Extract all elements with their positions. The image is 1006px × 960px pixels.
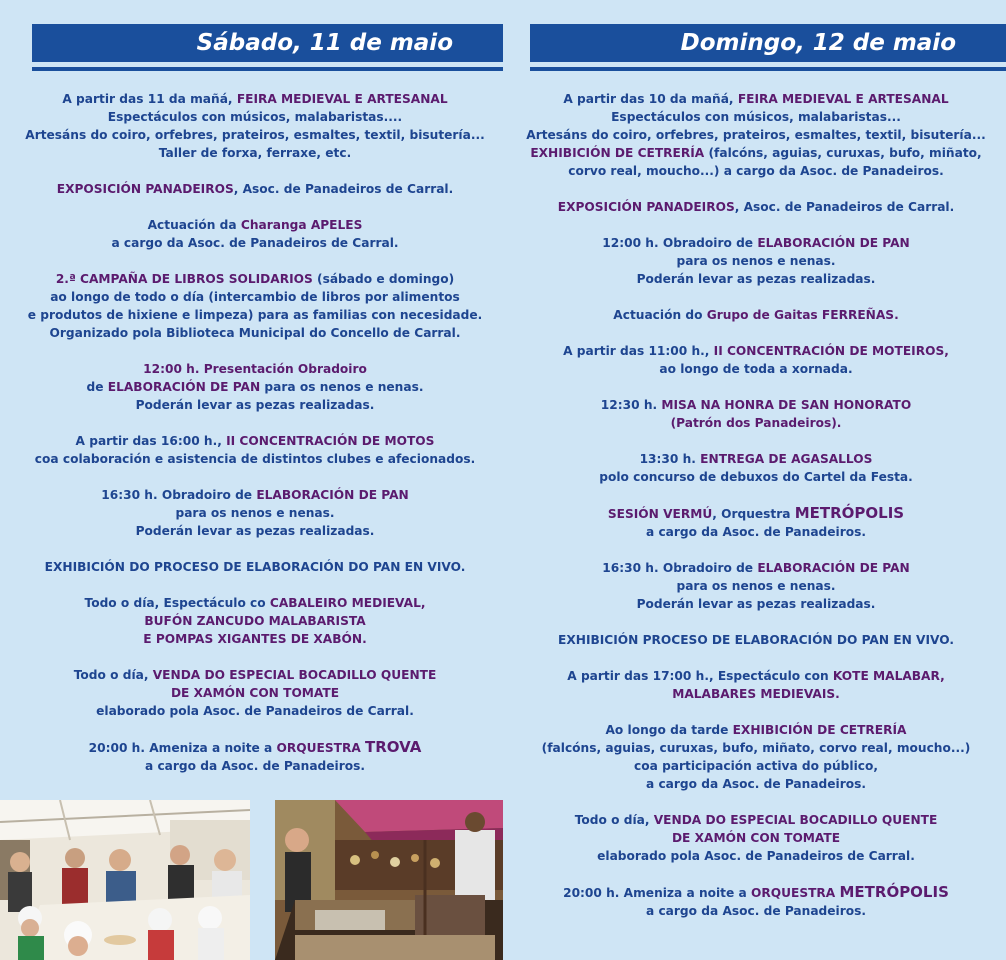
event-line [4,324,506,342]
highlight-text: ENTREGA DE AGASALLOS [700,452,873,466]
event-text: elaborado pola Asoc. de Panadeiros de Carral. [96,704,414,718]
event-line [4,216,506,234]
event-line [506,504,1006,523]
event-line [4,180,506,198]
event-line [506,396,1006,414]
event-line [506,108,1006,126]
event-text: A partir das 17:00 h., Espectáculo con [567,669,833,683]
event-line [4,234,506,252]
event-line [4,378,506,396]
event-block [506,504,1006,541]
event-text: A partir das 11 da mañá, [62,92,237,106]
bread-workshop-photo-icon [0,800,250,960]
event-line [506,667,1006,685]
highlight-text: II CONCENTRACIÓN DE MOTEIROS, [713,344,949,358]
event-text: Poderán levar as pezas realizadas. [636,597,876,611]
event-line [506,685,1006,703]
saturday-header-rule [32,67,503,71]
event-line [506,847,1006,865]
event-text: 12:00 h. Obradoiro de [602,236,758,250]
event-text: e produtos de hixiene e limpeza) para as familias con necesidade. [27,308,483,322]
event-text: elaborado pola Asoc. de Panadeiros de Carral. [597,849,915,863]
event-line [506,162,1006,180]
event-text: A partir das 16:00 h., [75,434,227,448]
event-line [506,468,1006,486]
event-line [506,631,1006,649]
event-line [506,775,1006,793]
highlight-text: ORQUESTRA [751,886,840,900]
event-text: Espectáculos con músicos, malabaristas.... [107,110,403,124]
highlight-text: EXPOSICIÓN PANADEIROS [557,200,735,214]
event-text: Artesáns do coiro, orfebres, prateiros, esmaltes, textil, bisutería... [25,128,485,142]
event-line [4,306,506,324]
event-block [4,666,506,720]
sunday-header-rule [530,67,1006,71]
event-line [506,144,1006,162]
event-line [506,198,1006,216]
event-line [506,829,1006,847]
event-text: coa participación activa do público, [634,759,878,773]
event-line [4,522,506,540]
event-block [4,90,506,162]
event-text: para os nenos e nenas. [676,579,836,593]
event-line [506,721,1006,739]
event-line [4,702,506,720]
event-block [506,342,1006,378]
event-text: 20:00 h. Ameniza a noite a [88,741,277,755]
event-line [506,306,1006,324]
event-text: 13:30 h. [639,452,701,466]
highlight-text: EXHIBICIÓN DE CETRERÍA [530,146,705,160]
event-text: , Asoc. de Panadeiros de Carral. [734,200,955,214]
highlight-text: CABALEIRO MEDIEVAL, [269,596,426,610]
event-text: Taller de forxa, ferraxe, etc. [158,146,352,160]
event-text: para os nenos e nenas. [175,506,335,520]
event-text: 16:30 h. Obradoiro de [101,488,257,502]
event-block [4,360,506,414]
event-text: Poderán levar as pezas realizadas. [135,398,375,412]
event-text: Ao longo da tarde [605,723,733,737]
highlight-text: 2.ª CAMPAÑA DE LIBROS SOLIDARIOS [55,272,313,286]
market-stall-photo-icon [275,800,503,960]
event-text: 12:30 h. [600,398,662,412]
event-block [506,559,1006,613]
event-line [4,396,506,414]
highlight-text: MISA NA HONRA DE SAN HONORATO [661,398,912,412]
highlight-text: E POMPAS XIGANTES DE XABÓN. [143,632,367,646]
highlight-text: II CONCENTRACIÓN DE MOTOS [226,434,435,448]
highlight-text: Grupo de Gaitas FERREÑAS. [706,308,899,322]
event-block [4,594,506,648]
highlight-text: DE XAMÓN CON TOMATE [671,831,841,845]
event-text: 16:30 h. Obradoiro de [602,561,758,575]
saturday-header: Sábado, 11 de maio [32,24,503,62]
highlight-text: SESIÓN VERMÚ [607,507,713,521]
event-text: (falcóns, aguias, curuxas, bufo, miñato, [704,146,982,160]
highlight-text: ELABORACIÓN DE PAN [757,236,910,250]
event-text: Todo o día, Espectáculo co [84,596,270,610]
event-block [506,631,1006,649]
sunday-header: Domingo, 12 de maio [530,24,1006,62]
event-text: coa colaboración e asistencia de distintos clubes e afecionados. [34,452,476,466]
event-line [4,630,506,648]
highlight-text: EXHIBICIÓN DE CETRERÍA [732,723,907,737]
event-text: Poderán levar as pezas realizadas. [636,272,876,286]
event-line [4,504,506,522]
event-text: a cargo da Asoc. de Panadeiros. [645,777,866,791]
event-text: A partir das 10 da mañá, [563,92,738,106]
event-line [506,757,1006,775]
event-text: Artesáns do coiro, orfebres, prateiros, esmaltes, textil, bisutería... [526,128,986,142]
event-block [4,558,506,576]
event-block [4,216,506,252]
event-line [4,144,506,162]
event-block [506,396,1006,432]
event-line [506,234,1006,252]
event-line [4,432,506,450]
event-line [506,559,1006,577]
event-line [506,811,1006,829]
event-line [4,360,506,378]
event-line [506,252,1006,270]
event-text: A partir das 11:00 h., [563,344,714,358]
event-text: ao longo de todo o día (intercambio de libros por alimentos [50,290,460,304]
event-line [506,595,1006,613]
event-text: , Orquestra [712,507,795,521]
event-line [506,523,1006,541]
event-line [4,757,506,775]
highlight-text: KOTE MALABAR, [832,669,945,683]
event-block [4,738,506,775]
event-line [506,577,1006,595]
event-line [4,666,506,684]
event-line [506,90,1006,108]
event-line [506,739,1006,757]
event-line [506,270,1006,288]
event-block [4,180,506,198]
event-text: polo concurso de debuxos do Cartel da Festa. [599,470,913,484]
event-line [4,450,506,468]
event-text: Actuación do [613,308,707,322]
event-text: , Asoc. de Panadeiros de Carral. [233,182,454,196]
event-text: EXHIBICIÓN DO PROCESO DE ELABORACIÓN DO PAN EN VIVO. [44,560,466,574]
highlight-text: METRÓPOLIS [839,883,949,901]
event-line [506,414,1006,432]
highlight-text: VENDA DO ESPECIAL BOCADILLO QUENTE [152,668,437,682]
highlight-text: MALABARES MEDIEVAIS. [672,687,840,701]
event-text: Poderán levar as pezas realizadas. [135,524,375,538]
event-text: a cargo da Asoc. de Panadeiros. [645,525,866,539]
event-block [506,721,1006,793]
event-line [506,360,1006,378]
event-block [506,234,1006,288]
event-line [506,126,1006,144]
event-text: a cargo da Asoc. de Panadeiros. [645,904,866,918]
highlight-text: VENDA DO ESPECIAL BOCADILLO QUENTE [653,813,938,827]
highlight-text: FEIRA MEDIEVAL E ARTESANAL [236,92,448,106]
event-block [506,450,1006,486]
event-block [4,432,506,468]
event-block [506,306,1006,324]
event-block [506,90,1006,180]
event-line [4,108,506,126]
event-line [506,342,1006,360]
highlight-text: 12:00 h. Presentación Obradoiro [143,362,367,376]
event-text: a cargo da Asoc. de Panadeiros. [144,759,365,773]
event-line [4,558,506,576]
event-line [4,270,506,288]
highlight-text: TROVA [365,738,422,756]
event-text: Todo o día, [73,668,153,682]
event-text: Actuación da [147,218,241,232]
event-line [506,902,1006,920]
event-line [4,594,506,612]
highlight-text: ORQUESTRA [276,741,366,755]
event-text: Espectáculos con músicos, malabaristas... [611,110,901,124]
highlight-text: DE XAMÓN CON TOMATE [170,686,340,700]
event-block [506,811,1006,865]
highlight-text: BUFÓN ZANCUDO MALABARISTA [144,614,366,628]
event-line [4,126,506,144]
event-line [506,883,1006,902]
highlight-text: EXPOSICIÓN PANADEIROS [56,182,234,196]
highlight-text: FEIRA MEDIEVAL E ARTESANAL [737,92,949,106]
event-text: (sábado e domingo) [312,272,455,286]
event-text: corvo real, moucho...) a cargo da Asoc. de Panadeiros. [568,164,944,178]
event-line [4,684,506,702]
event-block [506,883,1006,920]
highlight-text: Charanga APELES [240,218,363,232]
event-block [4,270,506,342]
highlight-text: ELABORACIÓN DE PAN [757,561,910,575]
sunday-events [506,90,1006,938]
saturday-events [4,90,506,793]
event-line [4,288,506,306]
event-line [4,612,506,630]
event-block [506,198,1006,216]
event-text: de [86,380,108,394]
event-block [4,486,506,540]
event-text: Todo o día, [574,813,654,827]
event-text: 20:00 h. Ameniza a noite a [563,886,751,900]
event-text: (falcóns, aguias, curuxas, bufo, miñato, corvo real, moucho...) [541,741,971,755]
event-text: a cargo da Asoc. de Panadeiros de Carral. [111,236,399,250]
event-line [4,90,506,108]
event-text: para os nenos e nenas. [676,254,836,268]
event-block [506,667,1006,703]
event-line [4,738,506,757]
highlight-text: METRÓPOLIS [794,504,905,522]
highlight-text: ELABORACIÓN DE PAN [256,488,409,502]
event-text: ao longo de toda a xornada. [659,362,853,376]
event-line [4,486,506,504]
event-text: Organizado pola Biblioteca Municipal do Concello de Carral. [49,326,461,340]
event-line [506,450,1006,468]
highlight-text: ELABORACIÓN DE PAN [107,380,261,394]
event-text: EXHIBICIÓN PROCESO DE ELABORACIÓN DO PAN EN VIVO. [558,633,954,647]
event-text: para os nenos e nenas. [260,380,424,394]
highlight-text: (Patrón dos Panadeiros). [670,416,842,430]
